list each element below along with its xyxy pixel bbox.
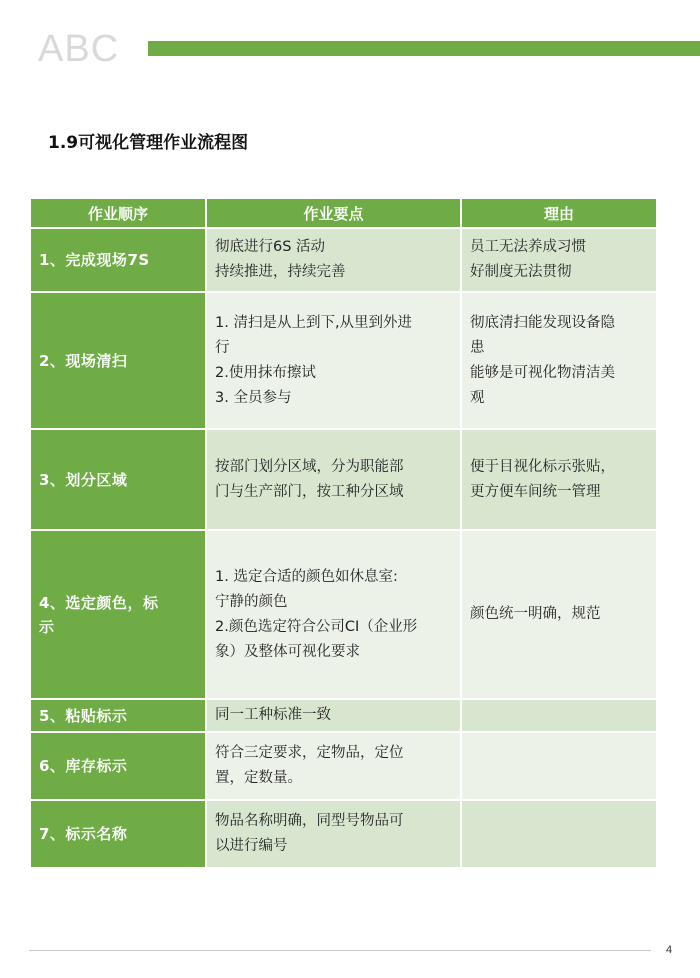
points-cell [206, 732, 461, 800]
header-accent-bar [148, 41, 700, 56]
text-line: 便于目视化标示张贴， [470, 458, 615, 475]
text-line: 持续推进，持续完善 [215, 264, 346, 280]
table-header-row [30, 198, 657, 228]
step-cell: 6、库存标示 [30, 732, 206, 800]
text-line: 好制度无法贯彻 [470, 264, 572, 280]
footer-divider [29, 950, 651, 951]
text-line: 物品名称明确，同型号物品可 [215, 813, 404, 829]
text-line: 2.使用抹布擦试 [215, 364, 316, 381]
points-cell [206, 800, 461, 868]
table-row [30, 292, 657, 429]
text-line: 3. 全员参与 [215, 389, 292, 406]
step-cell: 2、现场清扫 [30, 292, 206, 429]
text-line: 2.颜色选定符合公司CI（企业形 [215, 618, 418, 635]
reason-cell [461, 800, 657, 868]
text-line: 彻底进行6S 活动 [215, 239, 326, 255]
text-line: 1. 选定合适的颜色如休息室: [215, 568, 398, 585]
text-line: 以进行编号 [215, 838, 288, 854]
text-line: 行 [215, 339, 230, 356]
header-logo: ABC [38, 28, 120, 70]
header-points: 作业要点 [206, 198, 461, 228]
step-cell: 5、粘贴标示 [30, 699, 206, 732]
step-cell [30, 530, 206, 699]
workflow-table [29, 197, 658, 869]
points-cell [206, 429, 461, 530]
reason-cell [461, 732, 657, 800]
points-cell [206, 699, 461, 732]
header-step: 作业顺序 [30, 198, 206, 228]
text-line: 彻底清扫能发现设备隐 [470, 314, 615, 331]
text-line: 示 [39, 617, 55, 636]
header-reason: 理由 [461, 198, 657, 228]
text-line: 门与生产部门，按工种分区域 [215, 483, 404, 500]
points-cell [206, 228, 461, 292]
text-line: 置，定数量。 [215, 770, 302, 786]
text-line: 象）及整体可视化要求 [215, 643, 360, 660]
text-line: 患 [470, 339, 485, 356]
table-row [30, 699, 657, 732]
table-row [30, 732, 657, 800]
text-line: 符合三定要求，定物品，定位 [215, 745, 404, 761]
reason-cell [461, 530, 657, 699]
table-row [30, 800, 657, 868]
text-line: 颜色统一明确，规范 [470, 606, 601, 622]
step-cell: 7、标示名称 [30, 800, 206, 868]
text-line: 宁静的颜色 [215, 593, 288, 610]
text-line: 更方便车间统一管理 [470, 483, 601, 500]
table-row [30, 530, 657, 699]
text-line: 同一工种标准一致 [215, 707, 331, 723]
text-line: 员工无法养成习惯 [470, 239, 586, 255]
text-line: 4、选定颜色，标 [39, 593, 159, 612]
reason-cell [461, 292, 657, 429]
text-line: 按部门划分区域，分为职能部 [215, 458, 404, 475]
step-cell: 1、完成现场7S [30, 228, 206, 292]
step-cell: 3、划分区域 [30, 429, 206, 530]
text-line: 能够是可视化物清洁美 [470, 364, 615, 381]
page-title: 1.9可视化管理作业流程图 [48, 133, 249, 153]
page-number: 4 [666, 944, 673, 956]
text-line: 1. 清扫是从上到下,从里到外进 [215, 314, 413, 331]
reason-cell [461, 228, 657, 292]
points-cell [206, 530, 461, 699]
reason-cell [461, 699, 657, 732]
reason-cell [461, 429, 657, 530]
points-cell [206, 292, 461, 429]
text-line: 观 [470, 389, 485, 406]
table-row [30, 429, 657, 530]
table-row [30, 228, 657, 292]
